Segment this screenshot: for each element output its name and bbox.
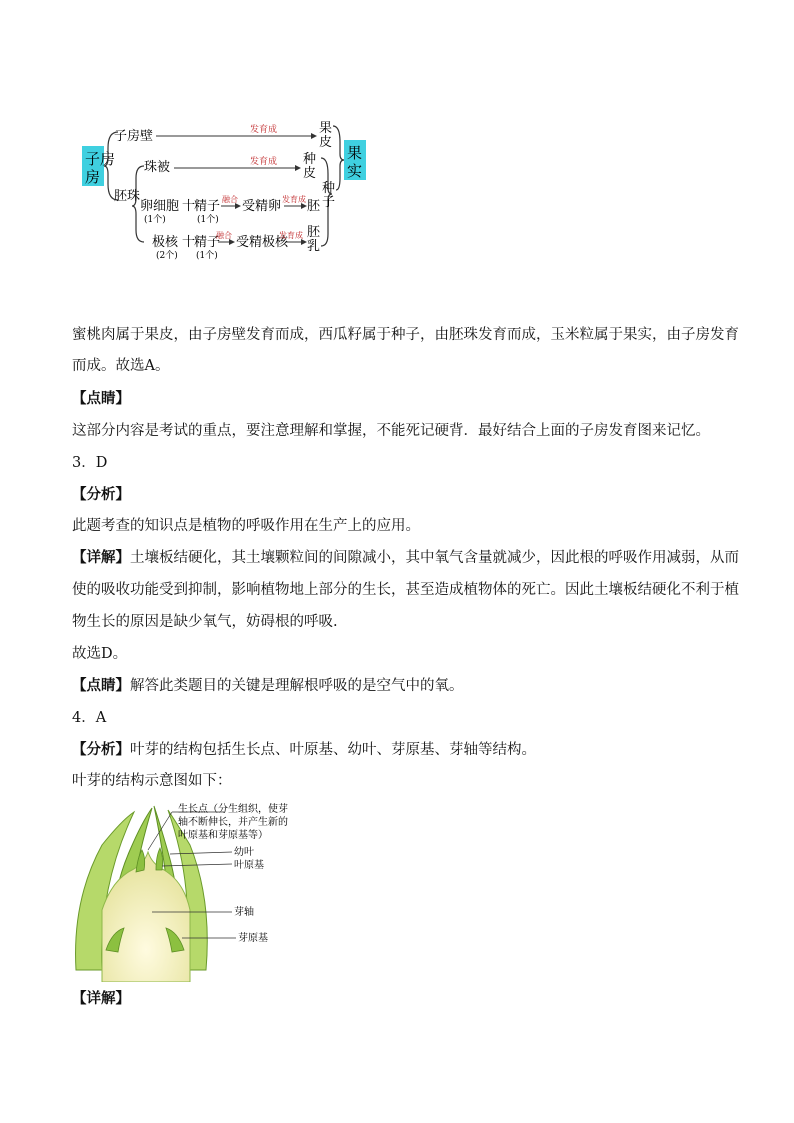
pericarp-char1: 果 [319, 121, 333, 136]
paragraph-2: 这部分内容是考试的重点，要注意理解和掌握，不能死记硬背．最好结合上面的子房发育图来记忆。 [72, 423, 710, 439]
paragraph-7-text: 叶芽的结构包括生长点、叶原基、幼叶、芽原基、芽轴等结构。 [130, 742, 536, 758]
develops-label-2: 发育成 [250, 157, 278, 167]
integument-label: 珠被 [144, 160, 171, 175]
ovary-label-2: 房 [85, 168, 101, 186]
paragraph-7 [72, 741, 536, 759]
seed-coat-char1: 种 [303, 152, 317, 167]
fusion-label-1: 融合 [222, 195, 238, 204]
bud-axis-label: 芽轴 [234, 907, 254, 918]
xiangjie-heading: 【详解】 [72, 990, 130, 1007]
plus-1: 十 [182, 199, 196, 214]
fenxi-heading: 【分析】 [72, 486, 130, 503]
young-leaf-label: 幼叶 [234, 847, 254, 858]
polar-count: (2个) [156, 251, 178, 261]
ovary-wall-label: 子房壁 [114, 129, 154, 144]
pericarp-char2: 皮 [319, 135, 333, 150]
develops-label-3: 发育成 [282, 195, 306, 204]
seed-char2: 子 [322, 195, 336, 210]
develops-label-4: 发育成 [279, 231, 303, 240]
leaf-primordium-label: 叶原基 [234, 860, 264, 871]
plus-2: 十 [182, 235, 196, 250]
growth-point-note-2: 轴不断伸长，并产生新的 [178, 817, 288, 828]
ovule-label: 胚珠 [114, 189, 141, 204]
develops-label-1: 发育成 [250, 125, 278, 135]
fruit-char1: 果 [347, 144, 363, 162]
paragraph-1-line-1: 蜜桃肉属于果皮，由子房壁发育而成，西瓜籽属于种子，由胚珠发育而成，玉米粒属于果实，由子房发育 [72, 327, 739, 343]
sperm-label-1: 精子 [194, 199, 221, 214]
question-3-answer: 3．D [72, 455, 108, 471]
egg-cell-label: 卵细胞 [140, 199, 180, 214]
dianjing-heading: 【点睛】 [72, 390, 130, 407]
paragraph-8: 叶芽的结构示意图如下： [72, 773, 232, 789]
bud-primordium-label: 芽原基 [238, 933, 268, 944]
xiangjie-label: 【详解】 [72, 549, 130, 566]
zygote-label: 受精卵 [242, 199, 282, 214]
question-4-answer: 4．A [72, 710, 107, 726]
paragraph-6 [72, 677, 464, 695]
sperm-label-2: 精子 [194, 235, 221, 250]
fusion-label-2: 融合 [216, 231, 232, 240]
dianjing-label: 【点睛】 [72, 677, 130, 694]
paragraph-4-line-3: 物生长的原因是缺少氧气，妨碍根的呼吸. [72, 614, 338, 630]
fertilized-polar-label: 受精极核 [236, 235, 289, 250]
embryo-label: 胚 [307, 199, 321, 214]
seed-char1: 种 [322, 181, 336, 196]
paragraph-5: 故选D。 [72, 646, 128, 662]
egg-count: (1个) [144, 215, 166, 225]
fruit-char2: 实 [347, 162, 363, 180]
seed-coat-char2: 皮 [303, 166, 317, 181]
paragraph-3: 此题考查的知识点是植物的呼吸作用在生产上的应用。 [72, 518, 420, 534]
paragraph-1-line-2: 而成。故选A。 [72, 358, 170, 374]
polar-nuclei-label: 极核 [152, 235, 179, 250]
ovary-development-diagram [78, 118, 378, 268]
endosperm-char1: 胚 [307, 225, 321, 240]
paragraph-4-line-1-text: 土壤板结硬化，其土壤颗粒间的间隙减小，其中氧气含量就减少，因此根的呼吸作用减弱，从而 [130, 550, 739, 566]
leaf-bud-diagram [72, 800, 372, 982]
sperm-count-2: (1个) [196, 251, 218, 261]
paragraph-4-line-2: 使的吸收功能受到抑制，影响植物地上部分的生长，甚至造成植物体的死亡。因此土壤板结硬化不利于植 [72, 582, 739, 598]
paragraph-4-line-1 [72, 549, 739, 567]
ovary-label-1: 子房 [85, 150, 116, 168]
endosperm-char2: 乳 [307, 239, 321, 254]
growth-point-note-1: 生长点（分生组织，使芽 [178, 804, 288, 815]
growth-point-note-3: 叶原基和芽原基等） [178, 830, 268, 841]
paragraph-6-text: 解答此类题目的关键是理解根呼吸的是空气中的氧。 [130, 678, 464, 694]
sperm-count-1: (1个) [197, 215, 219, 225]
fenxi-label: 【分析】 [72, 741, 130, 758]
